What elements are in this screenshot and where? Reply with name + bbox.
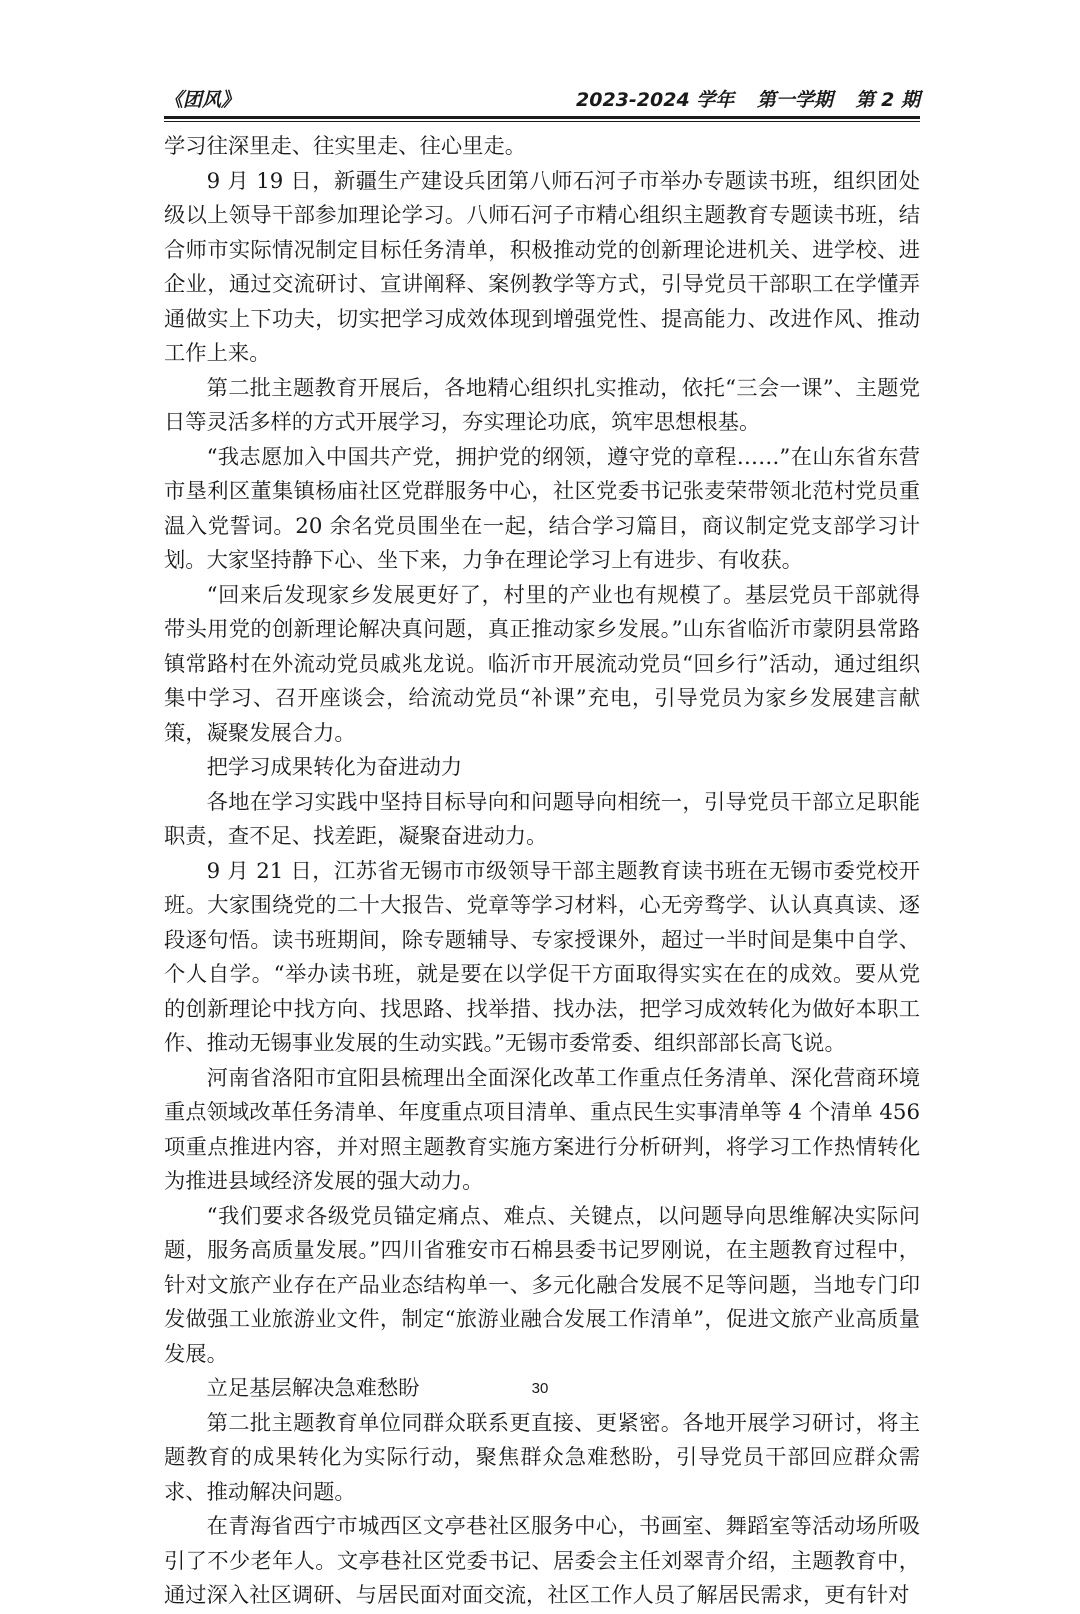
paragraph: 9 月 19 日，新疆生产建设兵团第八师石河子市举办专题读书班，组织团处级以上领导干部参加理论学习。八师石河子市精心组织主题教育专题读书班，结合师市实际情况制定目标任务清单，积极推动党的创新理论进机关、进学校、进企业，通过交流研讨、宣讲阐释、案例教学等方式，引导党员干部职工在学懂弄通做实上下功夫，切实把学习成效体现到增强党性、提高能力、改进作风、推动工作上来。 bbox=[164, 168, 920, 366]
paragraph: 各地在学习实践中坚持目标导向和问题导向相统一，引导党员干部立足职能职责，查不足、找差距，凝聚奋进动力。 bbox=[164, 789, 920, 849]
semester: 第一学期 bbox=[756, 89, 833, 111]
page-number: 30 bbox=[531, 1380, 549, 1397]
issue-number: 第 2 期 bbox=[855, 89, 920, 111]
journal-title: 《团风》 bbox=[164, 89, 241, 111]
paragraph: 在青海省西宁市城西区文亭巷社区服务中心，书画室、舞蹈室等活动场所吸引了不少老年人。文亭巷社区党委书记、居委会主任刘翠青介绍，主题教育中，通过深入社区调研、与居民面对面交流，社区工作人员了解居民需求，更有针对 bbox=[164, 1514, 920, 1608]
paragraph: “我们要求各级党员锚定痛点、难点、关键点，以问题导向思维解决实际问题，服务高质量发展。”四川省雅安市石棉县委书记罗刚说，在主题教育过程中，针对文旅产业存在产品业态结构单一、多元化融合发展不足等问题，当地专门印发做强工业旅游业文件，制定“旅游业融合发展工作清单”，促进文旅产业高质量发展。 bbox=[164, 1203, 920, 1367]
header-rule-thick bbox=[164, 116, 920, 119]
section-heading: 立足基层解决急难愁盼 bbox=[206, 1376, 420, 1401]
issue-info bbox=[560, 85, 920, 112]
academic-year: 2023-2024 学年 bbox=[576, 89, 735, 111]
section-heading: 把学习成果转化为奋进动力 bbox=[206, 755, 463, 780]
paragraph: “回来后发现家乡发展更好了，村里的产业也有规模了。基层党员干部就得带头用党的创新理论解决真问题，真正推动家乡发展。”山东省临沂市蒙阴县常路镇常路村在外流动党员戚兆龙说。临沂市开展流动党员“回乡行”活动，通过组织集中学习、召开座谈会，给流动党员“补课”充电，引导党员为家乡发展建言献策，凝聚发展合力。 bbox=[164, 582, 920, 746]
header-rule-thin bbox=[164, 121, 920, 122]
paragraph: 第二批主题教育开展后，各地精心组织扎实推动，依托“三会一课”、主题党日等灵活多样的方式开展学习，夯实理论功底，筑牢思想根基。 bbox=[164, 375, 920, 435]
paragraph: 第二批主题教育单位同群众联系更直接、更紧密。各地开展学习研讨，将主题教育的成果转化为实际行动，聚焦群众急难愁盼，引导党员干部回应群众需求、推动解决问题。 bbox=[164, 1410, 920, 1505]
paragraph: “我志愿加入中国共产党，拥护党的纲领，遵守党的章程……”在山东省东营市垦利区董集镇杨庙社区党群服务中心，社区党委书记张麦荣带领北范村党员重温入党誓词。20 余名党员围坐在一起，结合学习篇目，商议制定党支部学习计划。大家坚持静下心、坐下来，力争在理论学习上有进步、有收获。 bbox=[164, 444, 920, 573]
paragraph: 河南省洛阳市宜阳县梳理出全面深化改革工作重点任务清单、深化营商环境重点领域改革任务清单、年度重点项目清单、重点民生实事清单等 4 个清单 456 项重点推进内容，并对照主题教育实施方案进行分析研判，将学习工作热情转化为推进县域经济发展的强大动力。 bbox=[164, 1065, 921, 1194]
page-header bbox=[164, 78, 920, 112]
paragraph: 学习往深里走、往实里走、往心里走。 bbox=[164, 134, 527, 159]
paragraph: 9 月 21 日，江苏省无锡市市级领导干部主题教育读书班在无锡市委党校开班。大家围绕党的二十大报告、党章等学习材料，心无旁骛学、认认真真读、逐段逐句悟。读书班期间，除专题辅导、专家授课外，超过一半时间是集中自学、个人自学。“举办读书班，就是要在以学促干方面取得实实在在的成效。要从党的创新理论中找方向、找思路、找举措、找办法，把学习成效转化为做好本职工作、推动无锡事业发展的生动实践。”无锡市委常委、组织部部长高飞说。 bbox=[164, 858, 920, 1056]
